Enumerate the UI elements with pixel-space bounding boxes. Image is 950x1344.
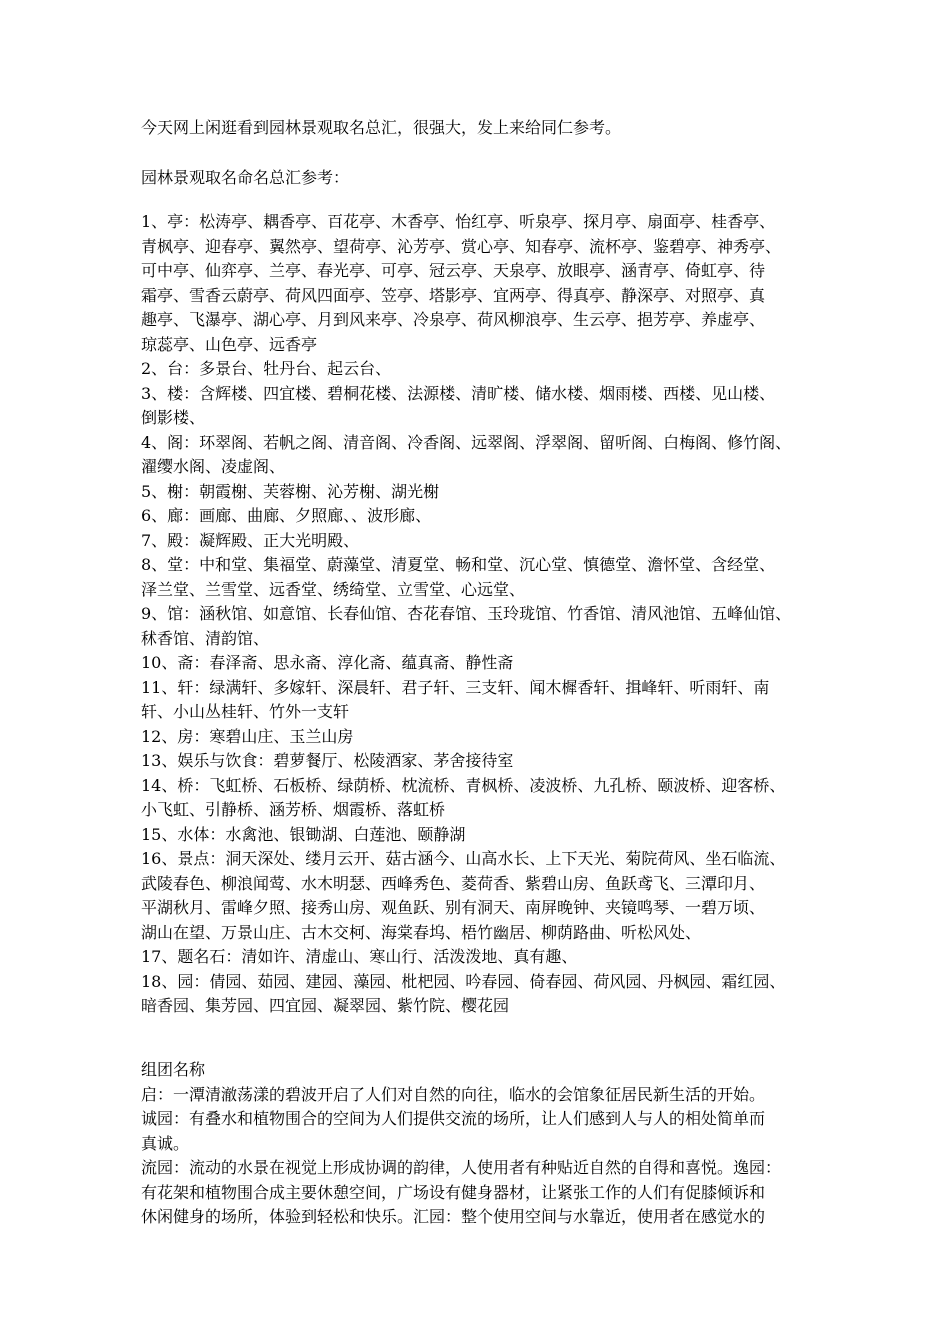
paragraph-line: 休闲健身的场所，体验到轻松和快乐。汇园：整个使用空间与水靠近，使用者在感觉水的 bbox=[141, 1207, 766, 1226]
paragraph-line: 有花架和植物围合成主要休憩空间，广场设有健身器材，让紧张工作的人们有促膝倾诉和 bbox=[141, 1182, 766, 1202]
paragraph-line: 流园：流动的水景在视觉上形成协调的韵律，人使用者有种贴近自然的自得和喜悦。逸园： bbox=[141, 1158, 782, 1177]
list-line: 湖山在望、万景山庄、古木交柯、海棠春坞、梧竹幽居、柳荫路曲、听松风处、 bbox=[141, 922, 702, 942]
list-line: 小飞虹、引静桥、涵芳桥、烟霞桥、落虹桥 bbox=[141, 800, 446, 819]
list-line: 秫香馆、清韵馆、 bbox=[141, 628, 270, 648]
list-line: 6、廊：画廊、曲廊、夕照廊、、波形廊、 bbox=[141, 506, 432, 525]
list-line: 7、殿：凝辉殿、正大光明殿、 bbox=[141, 530, 360, 550]
list-line: 9、馆：涵秋馆、如意馆、长春仙馆、杏花春馆、玉玲珑馆、竹香馆、清风池馆、五峰仙馆、 bbox=[141, 604, 792, 623]
list-line: 13、娱乐与饮食：碧萝餐厅、松陵酒家、茅舍接待室 bbox=[141, 751, 514, 770]
list-line: 霜亭、雪香云蔚亭、荷风四面亭、笠亭、塔影亭、宜两亭、得真亭、静深亭、对照亭、真 bbox=[141, 285, 766, 305]
list-line: 8、堂：中和堂、集福堂、蔚藻堂、清夏堂、畅和堂、沉心堂、慎德堂、澹怀堂、含经堂、 bbox=[141, 555, 776, 574]
list-line: 3、楼：含辉楼、四宜楼、碧桐花楼、法源楼、清旷楼、储水楼、烟雨楼、西楼、见山楼、 bbox=[141, 383, 776, 403]
list-line: 暗香园、集芳园、四宜园、凝翠园、紫竹院、樱花园 bbox=[141, 996, 510, 1015]
list-line: 5、榭：朝霞榭、芙蓉榭、沁芳榭、湖光榭 bbox=[141, 481, 440, 501]
list-heading: 园林景观取名命名总汇参考： bbox=[141, 168, 350, 187]
paragraph-line: 诚园：有叠水和植物围合的空间为人们提供交流的场所，让人们感到人与人的相处简单而 bbox=[141, 1109, 766, 1128]
paragraph-line: 启：一潭清澈荡漾的碧波开启了人们对自然的向往，临水的会馆象征居民新生活的开始。 bbox=[141, 1084, 766, 1104]
list-line: 濯缨水阁、凌虚阁、 bbox=[141, 457, 286, 476]
list-line: 10、斋：春泽斋、思永斋、淳化斋、蕴真斋、静性斋 bbox=[141, 653, 514, 672]
list-line: 平湖秋月、雷峰夕照、接秀山房、观鱼跃、别有洞天、南屏晚钟、夹镜鸣琴、一碧万顷、 bbox=[141, 898, 766, 917]
list-line: 琼蕊亭、山色亭、远香亭 bbox=[141, 334, 318, 354]
paragraph-line: 组团名称 bbox=[141, 1060, 206, 1079]
list-line: 18、园：倩园、茹园、建园、藻园、枇杷园、吟春园、倚春园、荷风园、丹枫园、霜红园、 bbox=[141, 971, 786, 991]
list-line: 泽兰堂、兰雪堂、远香堂、绣绮堂、立雪堂、心远堂、 bbox=[141, 579, 526, 599]
list-line: 轩、小山丛桂轩、竹外一支轩 bbox=[141, 702, 350, 721]
name-list bbox=[141, 210, 841, 1019]
list-line: 趣亭、飞瀑亭、湖心亭、月到风来亭、冷泉亭、荷风柳浪亭、生云亭、挹芳亭、养虚亭、 bbox=[141, 310, 766, 329]
list-line: 青枫亭、迎春亭、翼然亭、望荷亭、沁芳亭、赏心亭、知春亭、流杯亭、鉴碧亭、神秀亭、 bbox=[141, 236, 782, 256]
list-line: 倒影楼、 bbox=[141, 408, 206, 427]
list-line: 2、台：多景台、牡丹台、起云台、 bbox=[141, 359, 392, 378]
list-line: 1、亭：松涛亭、耦香亭、百花亭、木香亭、怡红亭、听泉亭、探月亭、扇面亭、桂香亭、 bbox=[141, 212, 776, 231]
list-line: 11、轩：绿满轩、多嫁轩、深晨轩、君子轩、三支轩、闻木樨香轩、揖峰轩、听雨轩、南 bbox=[141, 677, 770, 697]
list-line: 16、景点：洞天深处、缕月云开、菇古涵今、山高水长、上下天光、菊院荷风、坐石临流、 bbox=[141, 849, 786, 868]
intro-text: 今天网上闲逛看到园林景观取名总汇，很强大，发上来给同仁参考。 bbox=[141, 118, 622, 137]
list-line: 4、阁：环翠阁、若帆之阁、清音阁、冷香阁、远翠阁、浮翠阁、留听阁、白梅阁、修竹阁、 bbox=[141, 432, 792, 452]
list-line: 17、题名石：清如许、清虚山、寒山行、活泼泼地、真有趣、 bbox=[141, 947, 578, 966]
group-names-section bbox=[141, 1058, 841, 1230]
paragraph-line: 真诚。 bbox=[141, 1133, 190, 1153]
list-line: 武陵春色、柳浪闻莺、水木明瑟、西峰秀色、菱荷香、紫碧山房、鱼跃鸢飞、三潭印月、 bbox=[141, 873, 766, 893]
list-line: 12、房：寒碧山庄、玉兰山房 bbox=[141, 726, 354, 746]
list-line: 可中亭、仙弈亭、兰亭、春光亭、可亭、冠云亭、天泉亭、放眼亭、涵青亭、倚虹亭、待 bbox=[141, 261, 766, 280]
list-line: 14、桥：飞虹桥、石板桥、绿荫桥、枕流桥、青枫桥、凌波桥、九孔桥、颐波桥、迎客桥、 bbox=[141, 775, 786, 795]
list-line: 15、水体：水禽池、银锄湖、白莲池、颐静湖 bbox=[141, 824, 466, 844]
